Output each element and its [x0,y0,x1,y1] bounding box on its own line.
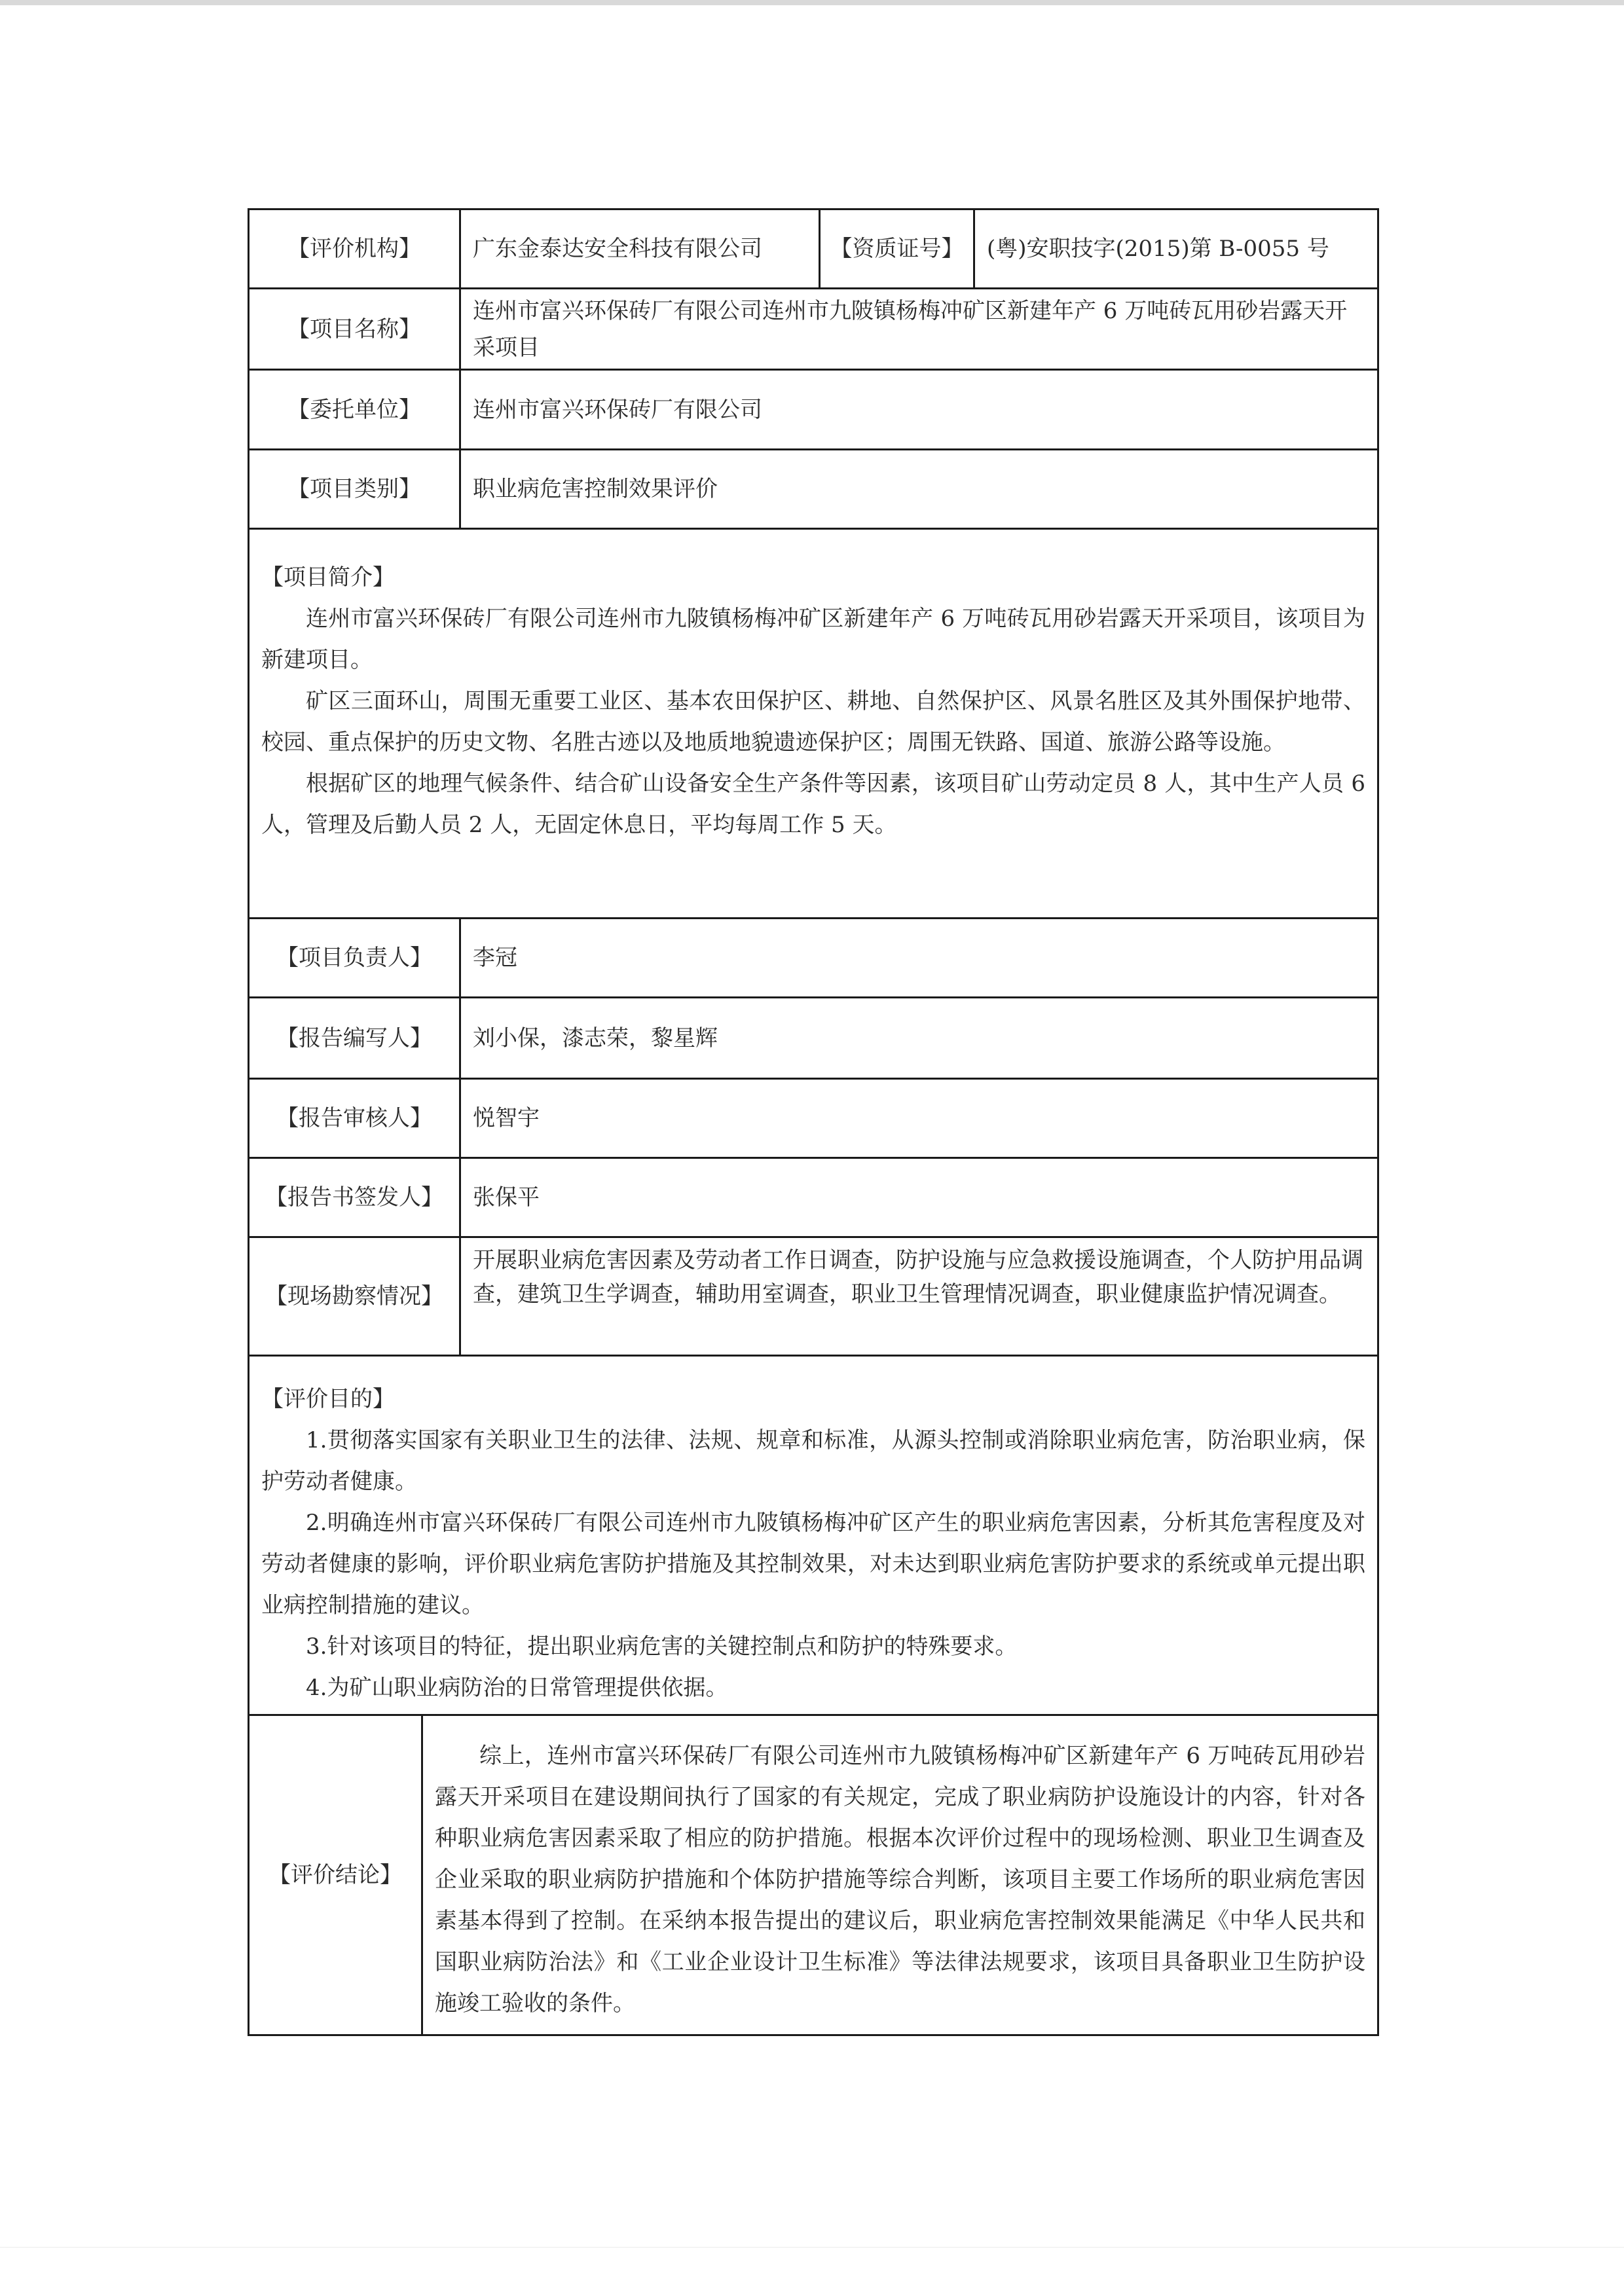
purpose-item: 1.贯彻落实国家有关职业卫生的法律、法规、规章和标准，从源头控制或消除职业病危害，防治职业病，保护劳动者健康。 [261,1427,1365,1495]
org-row [249,210,1377,287]
survey-label: 【现场勘察情况】 [265,1283,443,1309]
reviewer-label: 【报告审核人】 [276,1105,432,1131]
leader-value: 李冠 [459,919,1377,996]
signer-row [249,1157,1377,1236]
evaluation-purpose-section [249,1357,1377,1714]
org-label: 【评价机构】 [287,236,421,262]
category-value: 职业病危害控制效果评价 [459,450,1377,528]
people-block [248,917,1379,1357]
intro-row [249,528,1377,917]
purpose-item: 4.为矿山职业病防治的日常管理提供依据。 [306,1675,728,1701]
intro-title: 【项目简介】 [261,564,395,591]
signer-value: 张保平 [459,1159,1377,1236]
intro-paragraph: 根据矿区的地理气候条件、结合矿山设备安全生产条件等因素，该项目矿山劳动定员 8 人，其中生产人员 6 人，管理及后勤人员 2 人，无固定休息日，平均每周工作 5 天。 [261,771,1365,838]
intro-paragraph: 矿区三面环山，周围无重要工业区、基本农田保护区、耕地、自然保护区、风景名胜区及其外围保护地带、校园、重点保护的历史文物、名胜古迹以及地质地貌遗迹保护区；周围无铁路、国道、旅游公路等设施。 [261,688,1365,756]
intro-paragraph: 连州市富兴环保砖厂有限公司连州市九陂镇杨梅冲矿区新建年产 6 万吨砖瓦用砂岩露天开采项目，该项目为新建项目。 [261,606,1365,673]
writer-value: 刘小保，漆志荣，黎星辉 [459,998,1377,1078]
conclusion-text: 综上，连州市富兴环保砖厂有限公司连州市九陂镇杨梅冲矿区新建年产 6 万吨砖瓦用砂岩露天开采项目在建设期间执行了国家的有关规定，完成了职业病防护设施设计的内容，针对各种职业病危害因素采取了相应的防护措施。根据本次评价过程中的现场检测、职业卫生调查及企业采取的职业病防护措施和个体防护措施等综合判断，该项目主要工作场所的职业病危害因素基本得到了控制。在采纳本报告提出的建议后，职业病危害控制效果能满足《中华人民共和国职业病防治法》和《工业企业设计卫生标准》等法律法规要求，该项目具备职业卫生防护设施竣工验收的条件。 [421,1716,1377,2034]
leader-row [249,919,1377,996]
leader-label: 【项目负责人】 [276,945,432,971]
category-row [249,448,1377,528]
client-label: 【委托单位】 [287,396,421,423]
purpose-title: 【评价目的】 [261,1386,395,1412]
purpose-item: 3.针对该项目的特征，提出职业病危害的关键控制点和防护的特殊要求。 [306,1633,1018,1660]
project-intro-section [249,530,1377,917]
survey-value: 开展职业病危害因素及劳动者工作日调查，防护设施与应急救援设施调查，个人防护用品调查，建筑卫生学调查，辅助用室调查，职业卫生管理情况调查，职业健康监护情况调查。 [459,1238,1377,1355]
evaluation-summary-form [248,208,1379,2036]
writer-row [249,996,1377,1078]
writer-label: 【报告编写人】 [276,1025,432,1051]
reviewer-value: 悦智宇 [459,1080,1377,1157]
purpose-item: 2.明确连州市富兴环保砖厂有限公司连州市九陂镇杨梅冲矿区产生的职业病危害因素，分析其危害程度及对劳动者健康的影响，评价职业病危害防护措施及其控制效果，对未达到职业病危害防护要求的系统或单元提出职业病控制措施的建议。 [261,1510,1365,1618]
basic-info-block [248,208,1379,919]
cert-value: (粤)安职技字(2015)第 B-0055 号 [973,210,1377,287]
project-name-row [249,287,1377,369]
client-value: 连州市富兴环保砖厂有限公司 [459,371,1377,448]
purpose-block [248,1355,1379,1716]
conclusion-label: 【评价结论】 [268,1862,402,1888]
client-row [249,369,1377,448]
reviewer-row [249,1078,1377,1157]
category-label: 【项目类别】 [287,476,421,502]
project-name-value: 连州市富兴环保砖厂有限公司连州市九陂镇杨梅冲矿区新建年产 6 万吨砖瓦用砂岩露天开采项目 [459,289,1377,369]
scan-top-edge [0,0,1624,5]
signer-label: 【报告书签发人】 [265,1184,443,1211]
org-value: 广东金泰达安全科技有限公司 [459,210,819,287]
scan-bottom-edge [0,2247,1624,2248]
cert-label: 【资质证号】 [819,210,973,287]
project-name-label: 【项目名称】 [287,316,421,342]
conclusion-row [249,1716,1377,2034]
survey-row [249,1236,1377,1355]
conclusion-block [248,1714,1379,2036]
